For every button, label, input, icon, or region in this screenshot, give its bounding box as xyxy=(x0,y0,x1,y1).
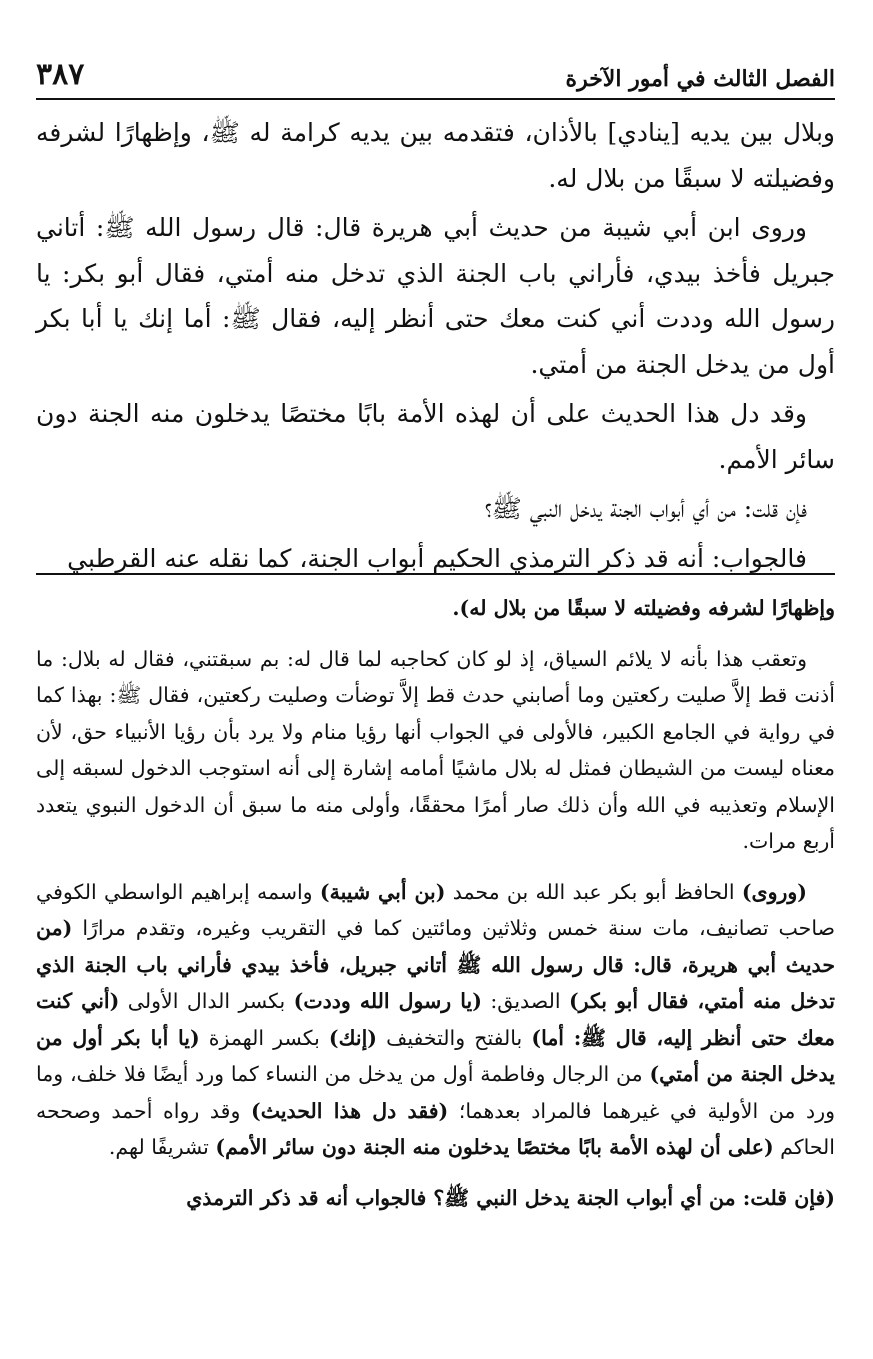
explanation-text: بالفتح والتخفيف xyxy=(377,1025,532,1050)
running-title: الفصل الثالث في أمور الآخرة xyxy=(565,66,835,92)
quoted-text: (يا رسول الله وددت) xyxy=(293,989,482,1013)
main-text xyxy=(36,110,835,585)
commentary-paragraph: (فإن قلت: من أي أبواب الجنة يدخل النبي ﷺ؟ فالجواب أنه قد ذكر الترمذي xyxy=(186,1185,835,1210)
explanation-text: الصديق: xyxy=(481,989,569,1013)
main-paragraph: وروى ابن أبي شيبة من حديث أبي هريرة قال: قال رسول الله ﷺ: أتاني جبريل فأخذ بيدي، فأراني باب الجنة الذي تدخل منه أمتي، فقال أبو بكر: يا رسول الله وددت أني كنت معك حتى أنظر إليه، فقال ﷺ: أما إنك يا أبا بكر أول من يدخل الجنة من أمتي. xyxy=(36,213,835,379)
quoted-text: (فقد دل هذا الحديث) xyxy=(251,1098,449,1123)
main-paragraph: فإن قلت: من أي أبواب الجنة يدخل النبي ﷺ؟ xyxy=(484,494,807,523)
commentary-paragraph: وتعقب هذا بأنه لا يلائم السياق، إذ لو كان كحاجبه لما قال له: بم سبقتني، فقال له بلال: ما أذنت قط إلاَّ صليت ركعتين وما أصابني حدث قط إلاَّ توضأت وصليت ركعتين، فقال ﷺ: بهذا كما في رواية في الجامع الكبير، فالأولى في الجواب أنها رؤيا منام ولا يرد بأن رؤيا الأنبياء حق، لأن معناه ليست من الشيطان فمثل له بلال ماشيًا أمامه إشارة إلى أنه استوجب الدخول لسبقه إلى الإسلام وتعذيبه في الله وأن ذلك صار أمرًا محققًا، وأولى منه ما سبق أن الدخول النبوي يتعدد أربع مرات. xyxy=(36,646,835,853)
quoted-text: (وروى) xyxy=(741,879,807,904)
quoted-text: (أني كنت معك حتى أنظر إليه، قال ﷺ: أما) xyxy=(36,989,836,1050)
quoted-text: (إنك) xyxy=(328,1025,377,1050)
quoted-text: (يا أبا بكر أول من يدخل الجنة من أمتي) xyxy=(36,1025,835,1086)
explanation-text: بكسر الهمزة xyxy=(199,1025,329,1050)
commentary-paragraph xyxy=(36,874,835,1166)
main-paragraph: وقد دل هذا الحديث على أن لهذه الأمة بابًا مختصًا يدخلون منه الجنة دون سائر الأمم. xyxy=(36,399,835,474)
quoted-text: (بن أبي شيبة) xyxy=(319,879,446,904)
explanation-text: من الرجال وفاطمة أول من يدخل من النساء كما ورد أيضًا فلا خلف، وما ورد من الأولية في غيرهما فالمراد بعدهما؛ xyxy=(36,1062,835,1123)
quoted-text: (من حديث أبي هريرة، قال: قال رسول الله ﷺ أتاني جبريل، فأخذ بيدي فأراني باب الجنة الذي تدخل منه أمتي، فقال أبو بكر) xyxy=(36,916,835,1013)
explanation-text: تشريفًا لهم. xyxy=(108,1135,216,1159)
page-number: ٣٨٧ xyxy=(36,57,85,92)
main-paragraph: فالجواب: أنه قد ذكر الترمذي الحكيم أبواب الجنة، كما نقله عنه القرطبي xyxy=(67,543,807,573)
footnote-separator xyxy=(36,573,835,575)
commentary-paragraph: وإظهارًا لشرفه وفضيلته لا سبقًا من بلال له). xyxy=(452,596,835,620)
explanation-text: وقد رواه أحمد وصححه الحاكم xyxy=(36,1098,835,1159)
quoted-text: (على أن لهذه الأمة بابًا مختصًا يدخلون منه الجنة دون سائر الأمم) xyxy=(215,1135,774,1159)
page-header xyxy=(36,40,835,100)
explanation-text: واسمه إبراهيم الواسطي الكوفي صاحب تصانيف، مات سنة خمس وثلاثين ومائتين كما في التقريب وغيره، وتقدم مرارًا xyxy=(36,879,835,940)
explanation-text: الحافظ أبو بكر عبد الله بن محمد xyxy=(445,879,742,904)
main-paragraph: وبلال بين يديه [ينادي] بالأذان، فتقدمه بين يديه كرامة له ﷺ، وإظهارًا لشرفه وفضيلته لا سبقًا من بلال له. xyxy=(36,118,835,193)
explanation-text: بكسر الدال الأولى xyxy=(119,989,294,1013)
commentary xyxy=(36,590,835,1230)
